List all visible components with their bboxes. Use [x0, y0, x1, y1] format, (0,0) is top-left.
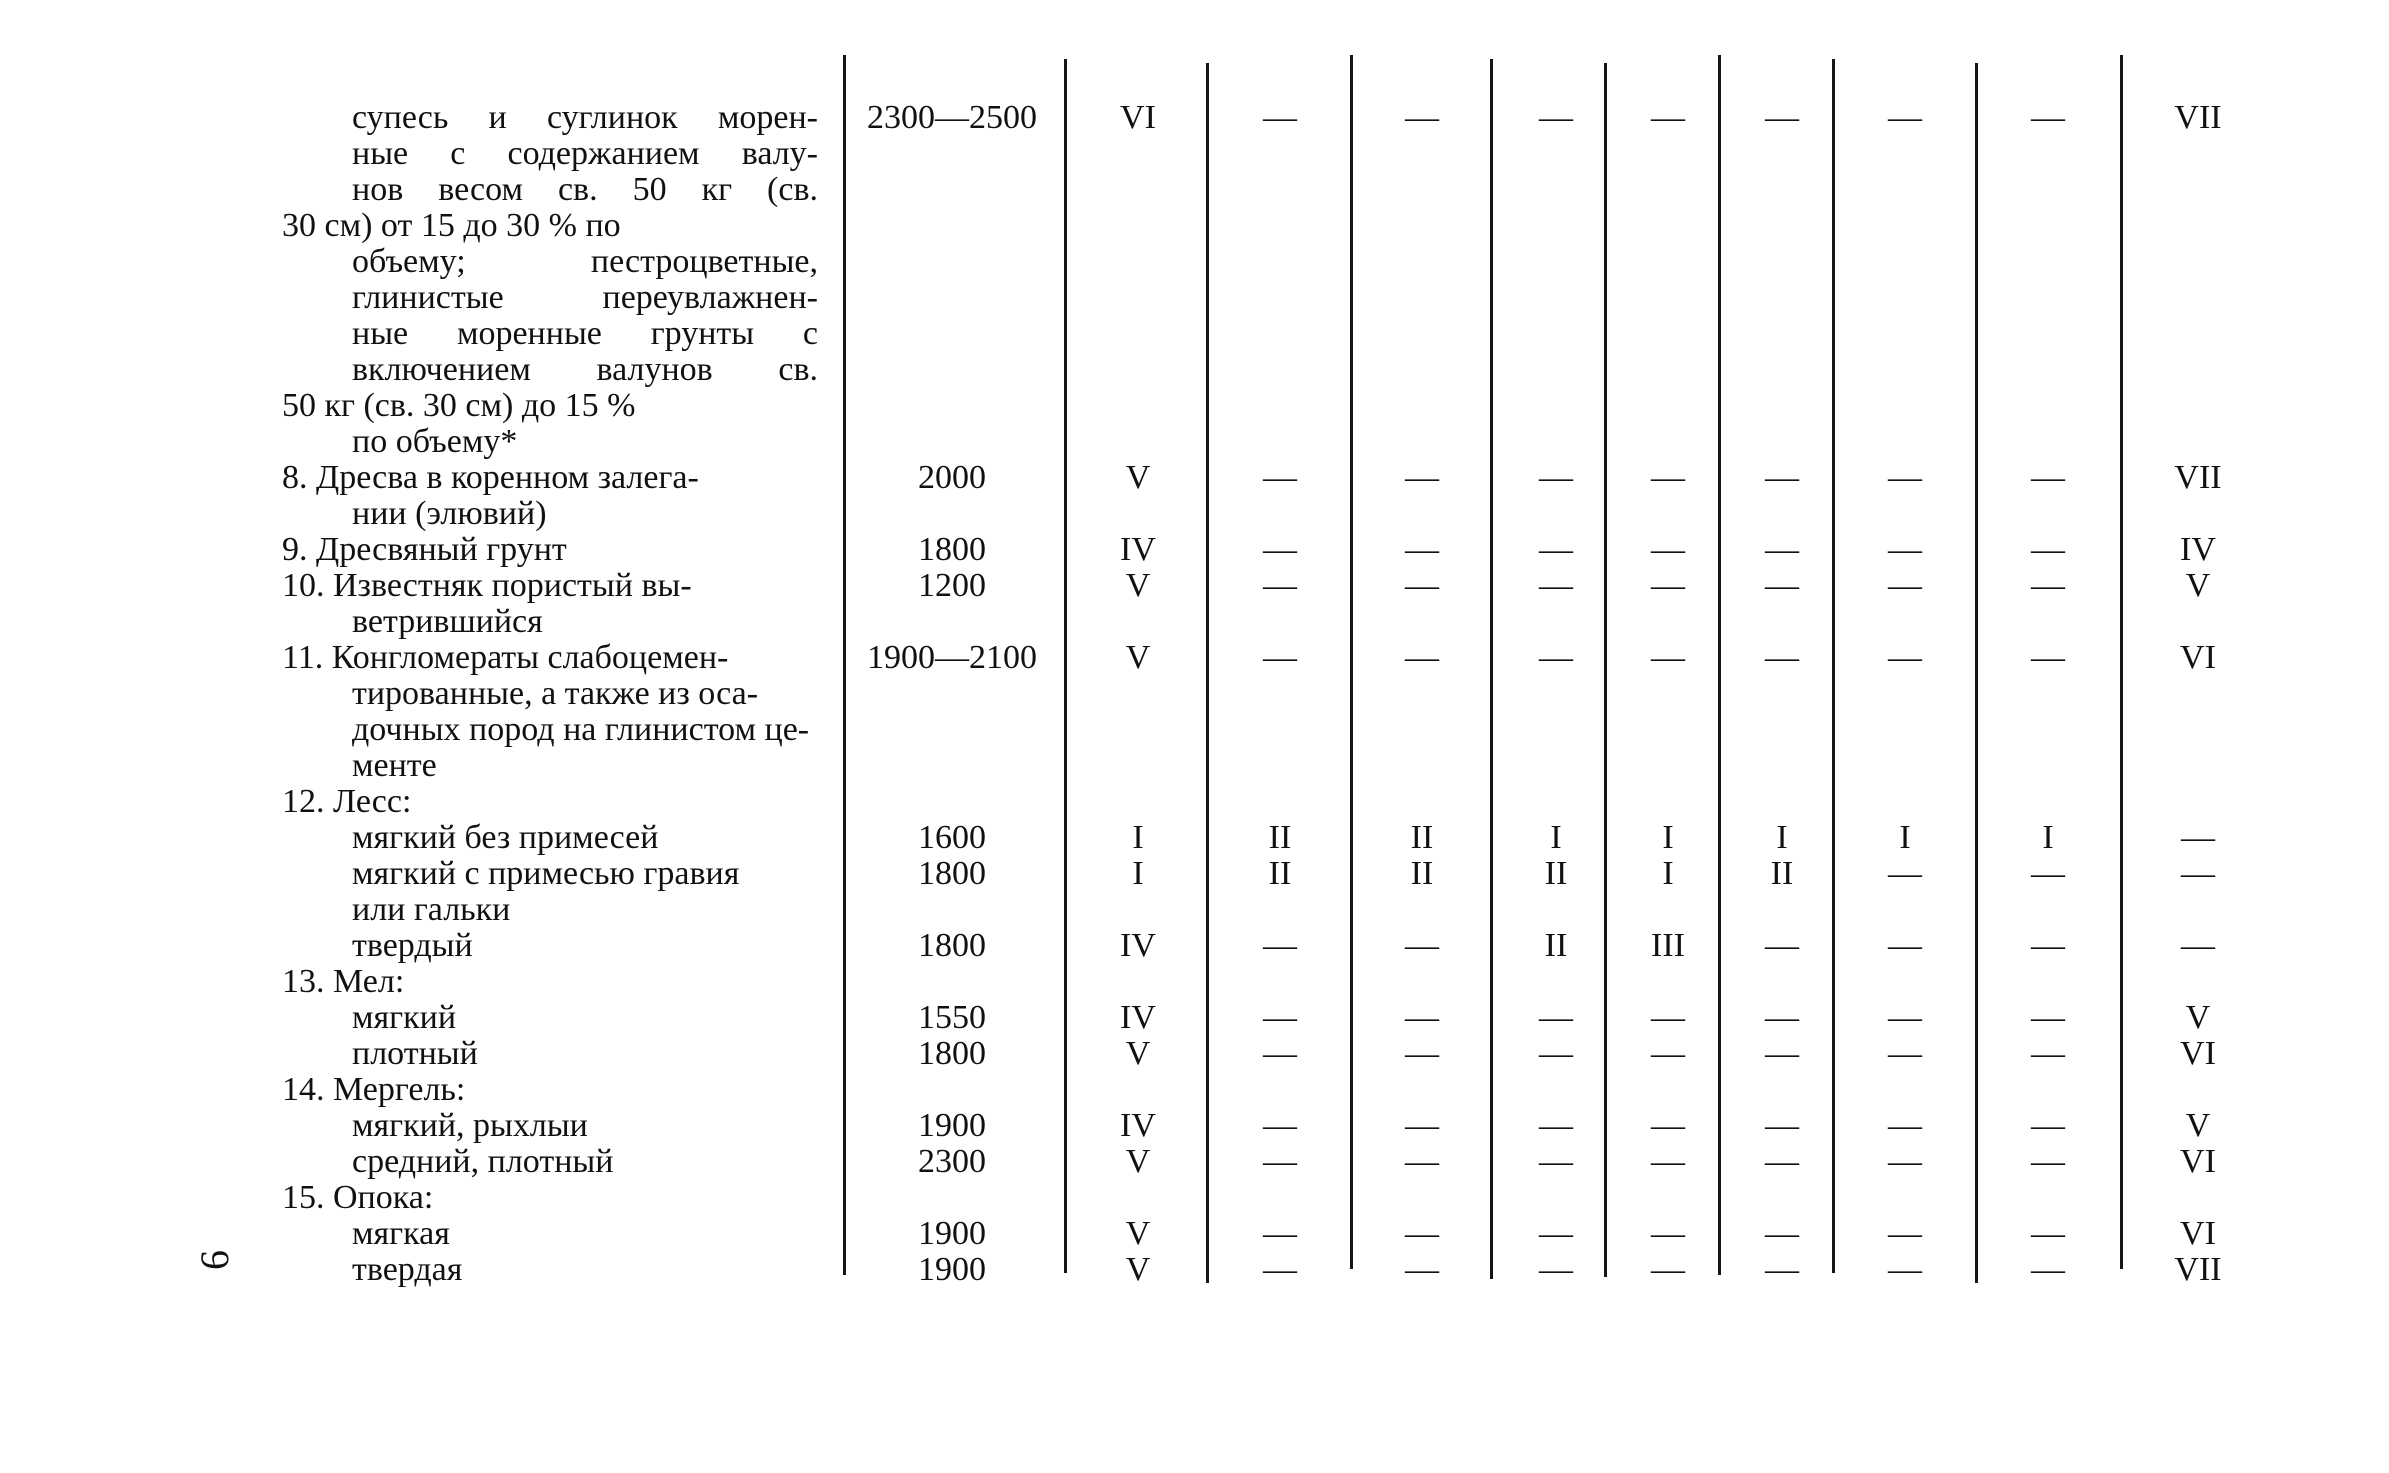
category-cell: —	[1263, 999, 1297, 1036]
density-cell: 1900	[918, 1251, 986, 1288]
category-cell: —	[1651, 459, 1685, 496]
density-cell: 1800	[918, 855, 986, 892]
category-cell: II	[1544, 855, 1568, 892]
category-cell: —	[1539, 639, 1573, 676]
category-cell: —	[2031, 927, 2065, 964]
density-cell: 2000	[918, 459, 986, 496]
category-cell: V	[1125, 639, 1151, 676]
row-label: 30 см) от 15 до 30 % по	[282, 207, 621, 244]
category-cell: I	[1662, 855, 1674, 892]
category-cell: —	[2181, 855, 2215, 892]
column-rule	[2120, 55, 2123, 1269]
category-cell: II	[1410, 819, 1434, 856]
row-label: ные с содержанием валу-	[352, 135, 818, 172]
density-cell: 2300—2500	[867, 99, 1037, 136]
density-cell: 1800	[918, 1035, 986, 1072]
category-cell: —	[2031, 639, 2065, 676]
category-cell: V	[1125, 567, 1151, 604]
category-cell: —	[2031, 855, 2065, 892]
category-cell: V	[1125, 1143, 1151, 1180]
row-label: нии (элювий)	[352, 495, 547, 532]
row-label: менте	[352, 747, 437, 784]
row-label: 9. Дресвяный грунт	[282, 531, 567, 568]
category-cell: —	[1405, 99, 1439, 136]
category-cell: —	[1765, 1251, 1799, 1288]
category-cell: —	[2031, 1215, 2065, 1252]
density-cell: 1600	[918, 819, 986, 856]
category-cell: —	[2181, 819, 2215, 856]
category-cell: —	[1765, 927, 1799, 964]
category-cell: —	[2031, 999, 2065, 1036]
category-cell: —	[1888, 99, 1922, 136]
category-cell: I	[1899, 819, 1911, 856]
category-cell: —	[1263, 1035, 1297, 1072]
category-cell: II	[1410, 855, 1434, 892]
row-label: ные моренные грунты с	[352, 315, 818, 352]
column-rule	[1206, 63, 1209, 1283]
page-number: 6	[192, 1250, 237, 1270]
category-cell: —	[1888, 1035, 1922, 1072]
row-label: твердая	[352, 1251, 463, 1288]
row-label: твердый	[352, 927, 473, 964]
row-label: 11. Конгломераты слабоцемен-	[282, 639, 729, 676]
category-cell: —	[1765, 459, 1799, 496]
category-cell: I	[1550, 819, 1562, 856]
category-cell: —	[1405, 927, 1439, 964]
category-cell: IV	[1120, 927, 1156, 964]
category-cell: I	[2042, 819, 2054, 856]
category-cell: —	[1405, 567, 1439, 604]
row-label: по объему*	[352, 423, 518, 460]
column-rule	[1350, 55, 1353, 1269]
category-cell: —	[1765, 1107, 1799, 1144]
category-cell: VII	[2174, 1251, 2222, 1288]
category-cell: —	[1405, 999, 1439, 1036]
row-label: тированные, а также из оса-	[352, 675, 759, 712]
category-cell: —	[1765, 567, 1799, 604]
density-cell: 2300	[918, 1143, 986, 1180]
category-cell: —	[2031, 1035, 2065, 1072]
category-cell: —	[2031, 459, 2065, 496]
category-cell: IV	[1120, 999, 1156, 1036]
category-cell: I	[1662, 819, 1674, 856]
row-label: объему; пестроцветные,	[352, 243, 818, 280]
category-cell: V	[2185, 999, 2211, 1036]
category-cell: —	[1539, 531, 1573, 568]
category-cell: —	[1888, 1143, 1922, 1180]
category-cell: —	[2031, 99, 2065, 136]
category-cell: —	[1539, 459, 1573, 496]
density-cell: 1900	[918, 1107, 986, 1144]
category-cell: VI	[2180, 1035, 2216, 1072]
category-cell: VI	[2180, 639, 2216, 676]
category-cell: IV	[1120, 531, 1156, 568]
column-rule	[1064, 59, 1067, 1273]
category-cell: —	[1765, 1143, 1799, 1180]
category-cell: II	[1268, 819, 1292, 856]
row-label: мягкий, рыхлыи	[352, 1107, 588, 1144]
category-cell: —	[1651, 99, 1685, 136]
category-cell: —	[1263, 531, 1297, 568]
category-cell: —	[1539, 999, 1573, 1036]
row-label: 8. Дресва в коренном залега-	[282, 459, 699, 496]
category-cell: VI	[2180, 1215, 2216, 1252]
category-cell: —	[1539, 1035, 1573, 1072]
row-label: включением валунов св.	[352, 351, 818, 388]
row-label: глинистые переувлажнен-	[352, 279, 818, 316]
category-cell: —	[1263, 567, 1297, 604]
row-label: мягкий	[352, 999, 457, 1036]
category-cell: —	[1539, 1107, 1573, 1144]
column-rule	[1832, 59, 1835, 1273]
category-cell: —	[1539, 567, 1573, 604]
row-label: 12. Лесс:	[282, 783, 412, 820]
category-cell: I	[1132, 855, 1144, 892]
category-cell: —	[1405, 639, 1439, 676]
density-cell: 1900—2100	[867, 639, 1037, 676]
column-rule	[1718, 55, 1721, 1275]
category-cell: —	[1765, 1215, 1799, 1252]
row-label: нов весом св. 50 кг (св.	[352, 171, 818, 208]
category-cell: —	[1651, 567, 1685, 604]
category-cell: —	[1263, 1251, 1297, 1288]
category-cell: —	[1888, 567, 1922, 604]
category-cell: —	[1888, 1107, 1922, 1144]
density-cell: 1800	[918, 531, 986, 568]
category-cell: —	[1651, 1143, 1685, 1180]
category-cell: —	[1888, 1215, 1922, 1252]
category-cell: —	[1765, 1035, 1799, 1072]
row-label: мягкая	[352, 1215, 450, 1252]
category-cell: —	[1263, 459, 1297, 496]
column-rule	[1490, 59, 1493, 1279]
density-cell: 1800	[918, 927, 986, 964]
category-cell: —	[1765, 99, 1799, 136]
category-cell: —	[1888, 459, 1922, 496]
category-cell: —	[1888, 999, 1922, 1036]
category-cell: —	[1765, 531, 1799, 568]
category-cell: —	[1263, 1143, 1297, 1180]
category-cell: —	[1263, 639, 1297, 676]
category-cell: —	[1263, 927, 1297, 964]
category-cell: IV	[2180, 531, 2216, 568]
category-cell: —	[1405, 1251, 1439, 1288]
category-cell: V	[2185, 1107, 2211, 1144]
category-cell: —	[1539, 1251, 1573, 1288]
row-label: средний, плотный	[352, 1143, 614, 1180]
row-label: 50 кг (св. 30 см) до 15 %	[282, 387, 636, 424]
category-cell: —	[1405, 1215, 1439, 1252]
row-label: супесь и суглинок морен-	[352, 99, 818, 136]
category-cell: —	[1888, 531, 1922, 568]
category-cell: —	[1888, 639, 1922, 676]
row-label: 10. Известняк пористый вы-	[282, 567, 692, 604]
density-cell: 1550	[918, 999, 986, 1036]
category-cell: —	[1651, 1251, 1685, 1288]
category-cell: VI	[2180, 1143, 2216, 1180]
category-cell: —	[1405, 1035, 1439, 1072]
category-cell: V	[1125, 459, 1151, 496]
category-cell: —	[1651, 531, 1685, 568]
category-cell: —	[1263, 99, 1297, 136]
category-cell: II	[1770, 855, 1794, 892]
column-rule	[1975, 63, 1978, 1283]
row-label: 15. Опока:	[282, 1179, 434, 1216]
category-cell: —	[1651, 1107, 1685, 1144]
category-cell: V	[1125, 1251, 1151, 1288]
row-label: плотный	[352, 1035, 478, 1072]
category-cell: —	[1405, 531, 1439, 568]
category-cell: V	[1125, 1215, 1151, 1252]
category-cell: V	[1125, 1035, 1151, 1072]
category-cell: —	[1888, 1251, 1922, 1288]
category-cell: —	[2031, 567, 2065, 604]
category-cell: V	[2185, 567, 2211, 604]
category-cell: —	[2031, 1143, 2065, 1180]
category-cell: VI	[1120, 99, 1156, 136]
category-cell: —	[1765, 639, 1799, 676]
category-cell: —	[1263, 1107, 1297, 1144]
category-cell: —	[1263, 1215, 1297, 1252]
row-label: мягкий без примесей	[352, 819, 659, 856]
category-cell: —	[2031, 1107, 2065, 1144]
category-cell: —	[1765, 999, 1799, 1036]
category-cell: —	[1539, 1143, 1573, 1180]
column-rule	[1604, 63, 1607, 1277]
category-cell: I	[1776, 819, 1788, 856]
category-cell: —	[2181, 927, 2215, 964]
category-cell: III	[1651, 927, 1685, 964]
density-cell: 1900	[918, 1215, 986, 1252]
category-cell: II	[1544, 927, 1568, 964]
category-cell: I	[1132, 819, 1144, 856]
row-label: 14. Мергель:	[282, 1071, 466, 1108]
category-cell: —	[1405, 1143, 1439, 1180]
category-cell: —	[1539, 1215, 1573, 1252]
category-cell: —	[2031, 1251, 2065, 1288]
category-cell: —	[1651, 1035, 1685, 1072]
row-label: дочных пород на глинистом це-	[352, 711, 810, 748]
category-cell: II	[1268, 855, 1292, 892]
row-label: мягкий с примесью гравия	[352, 855, 740, 892]
category-cell: VII	[2174, 99, 2222, 136]
category-cell: —	[1888, 855, 1922, 892]
row-label: 13. Мел:	[282, 963, 405, 1000]
category-cell: —	[1651, 1215, 1685, 1252]
category-cell: —	[1888, 927, 1922, 964]
category-cell: —	[1539, 99, 1573, 136]
category-cell: —	[1405, 1107, 1439, 1144]
category-cell: —	[1651, 639, 1685, 676]
row-label: ветрившийся	[352, 603, 543, 640]
category-cell: —	[2031, 531, 2065, 568]
row-label: или гальки	[352, 891, 511, 928]
category-cell: —	[1651, 999, 1685, 1036]
density-cell: 1200	[918, 567, 986, 604]
category-cell: —	[1405, 459, 1439, 496]
category-cell: VII	[2174, 459, 2222, 496]
column-rule	[843, 55, 846, 1275]
category-cell: IV	[1120, 1107, 1156, 1144]
